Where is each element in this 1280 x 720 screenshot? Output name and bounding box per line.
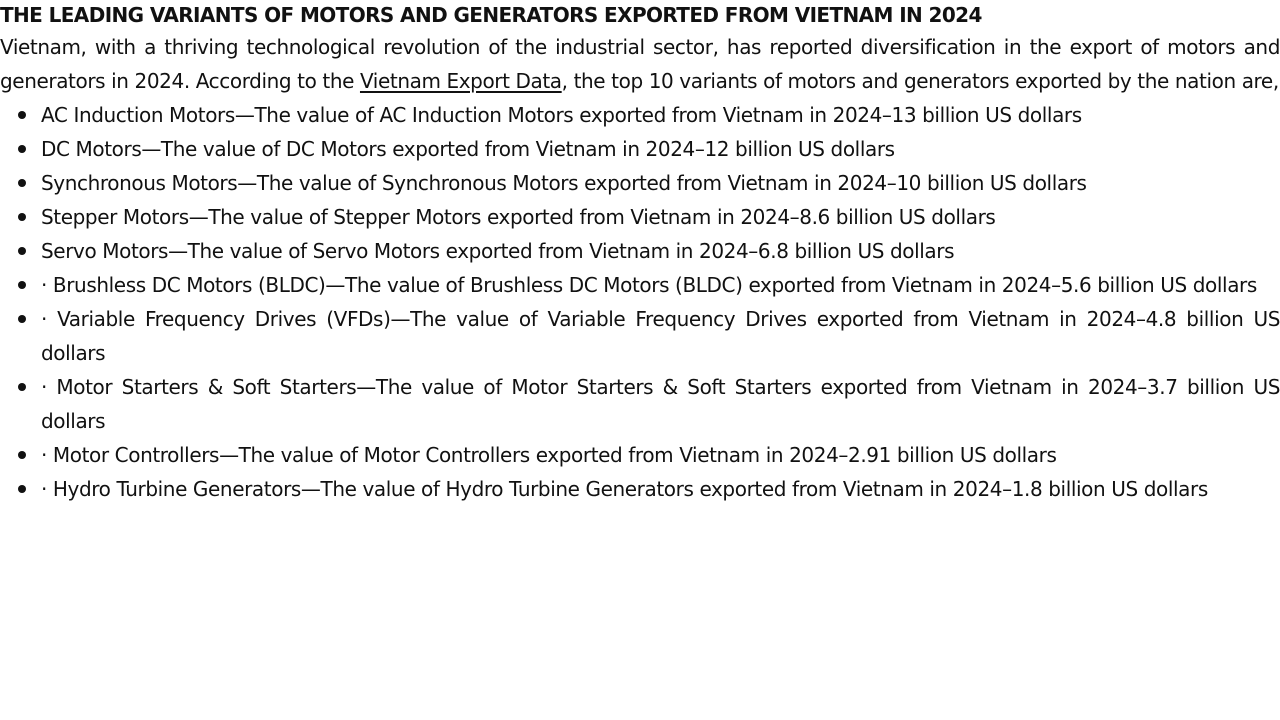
list-item [0,98,1280,132]
article-heading: THE LEADING VARIANTS OF MOTORS AND GENERATORS EXPORTED FROM VIETNAM IN 2024 [0,3,982,27]
list-item [0,234,1280,268]
list-item-text: DC Motors—The value of DC Motors exported from Vietnam in 2024–12 billion US dollars [41,137,895,161]
list-item-text: · Hydro Turbine Generators—The value of Hydro Turbine Generators exported from Vietnam in 2024–1.8 billion US dollars [41,477,1208,501]
list-item [0,200,1280,234]
bullet-icon [18,145,26,153]
list-item-text: Synchronous Motors—The value of Synchronous Motors exported from Vietnam in 2024–10 billion US dollars [41,171,1087,195]
bullet-icon [18,247,26,255]
bullet-icon [18,451,26,459]
list-item [0,132,1280,166]
list-item-text: Servo Motors—The value of Servo Motors exported from Vietnam in 2024–6.8 billion US dollars [41,239,955,263]
bullet-icon [18,315,26,323]
list-item-text: Stepper Motors—The value of Stepper Motors exported from Vietnam in 2024–8.6 billion US dollars [41,205,996,229]
list-item [0,166,1280,200]
list-item [0,438,1280,472]
list-item-text: AC Induction Motors—The value of AC Induction Motors exported from Vietnam in 2024–13 billion US dollars [41,103,1082,127]
bullet-icon [18,111,26,119]
intro-paragraph [0,30,1280,98]
list-item-text: · Variable Frequency Drives (VFDs)—The value of Variable Frequency Drives exported from Vietnam in 2024–4.8 billion US dollars [41,307,1280,365]
vietnam-export-data-link[interactable]: Vietnam Export Data [359,69,562,93]
list-item [0,268,1280,302]
variants-list [0,98,1280,506]
intro-text-after-link: , the top 10 variants of motors and generators exported by the nation are, [561,69,1279,93]
list-item [0,302,1280,370]
list-item-text: · Brushless DC Motors (BLDC)—The value of Brushless DC Motors (BLDC) exported from Vietnam in 2024–5.6 billion US dollars [41,273,1257,297]
bullet-icon [18,485,26,493]
list-item [0,370,1280,438]
bullet-icon [18,179,26,187]
list-item [0,472,1280,506]
intro-text-before-link: Vietnam, with a thriving technological revolution of the industrial sector, has reported diversification in the export of motors and generators in 2024. According to the [0,35,1280,93]
bullet-icon [18,383,26,391]
bullet-icon [18,213,26,221]
list-item-text: · Motor Starters & Soft Starters—The value of Motor Starters & Soft Starters exported from Vietnam in 2024–3.7 billion US dollars [41,375,1280,433]
bullet-icon [18,281,26,289]
list-item-text: · Motor Controllers—The value of Motor Controllers exported from Vietnam in 2024–2.91 billion US dollars [41,443,1057,467]
